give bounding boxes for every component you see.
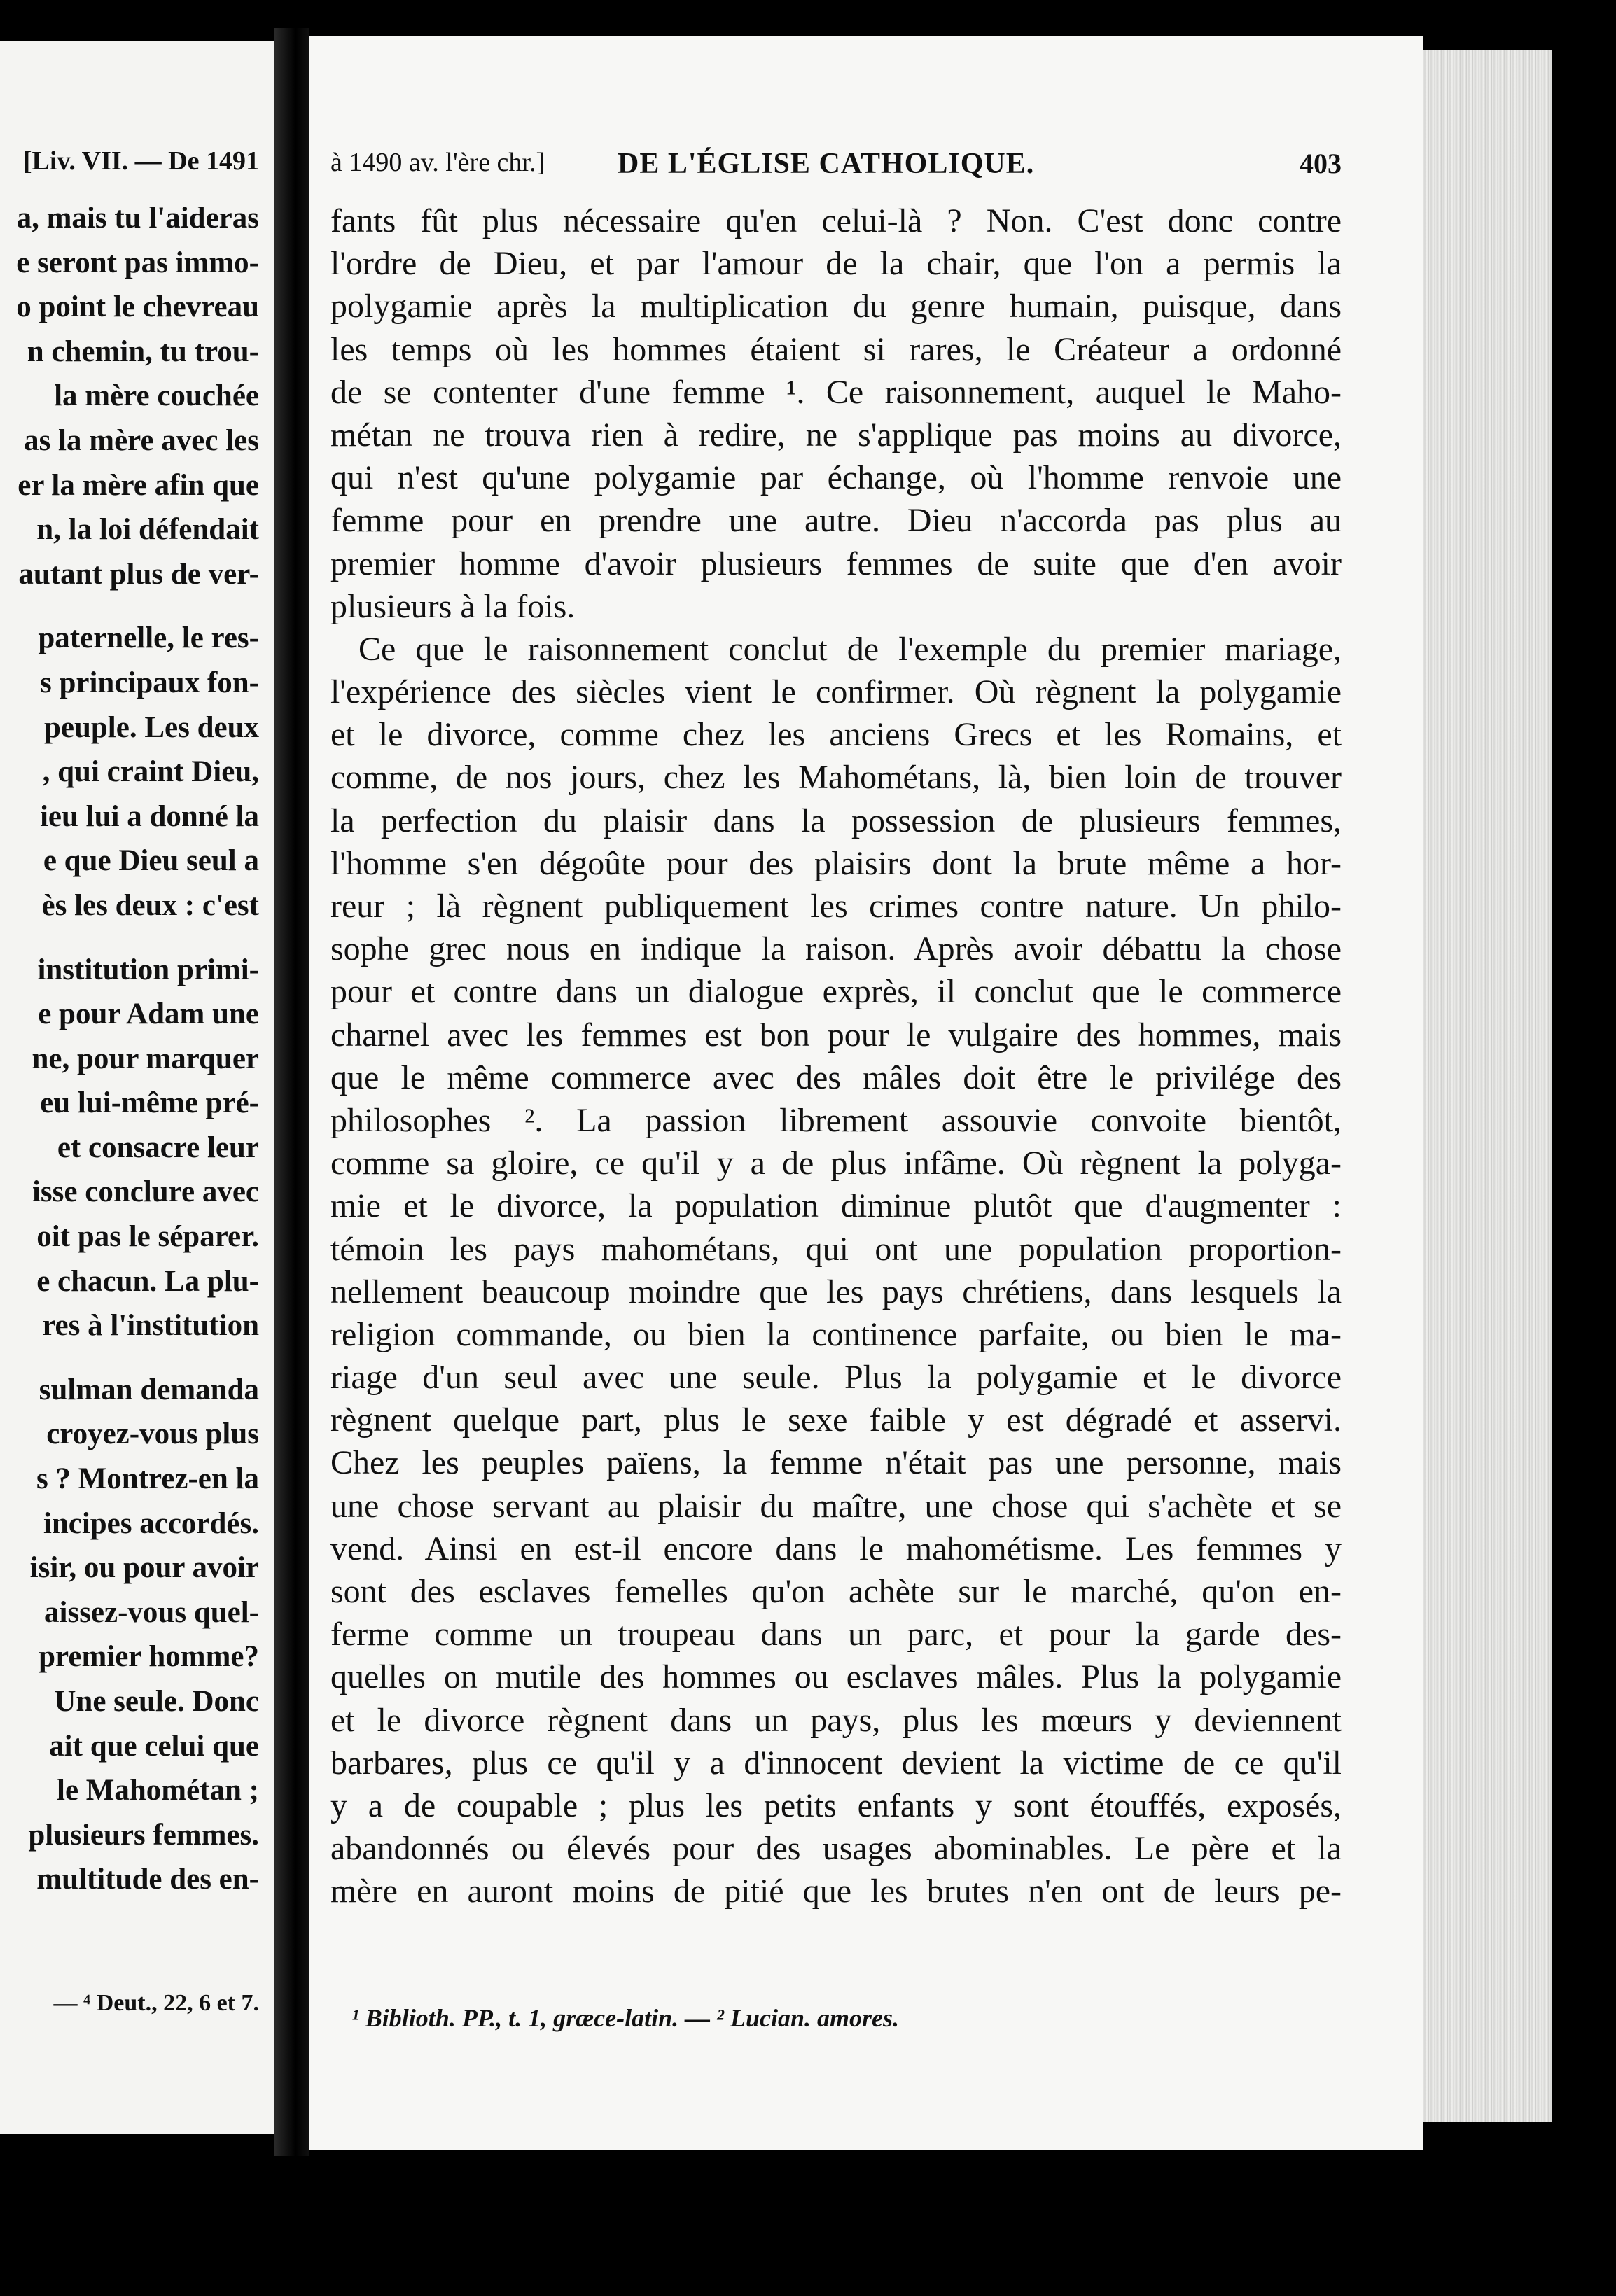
left-page-line: premier homme? [39,1640,259,1674]
left-page-line: plusieurs femmes. [28,1818,259,1851]
left-page-line: peuple. Les deux [43,710,259,744]
left-page-line: institution primi- [37,953,259,986]
text-line: religion commande, ou bien la continence parfaite, ou bien le ma- [330,1315,1342,1353]
page-edges [1423,50,1552,2122]
left-footnote: — ⁴ Deut., 22, 6 et 7. [53,1990,259,2016]
left-page-line: s principaux fon- [39,666,259,699]
left-page-line: er la mère afin que [18,468,259,502]
text-line: sophe grec nous en indique la raison. Après avoir débattu la chose [330,930,1342,968]
left-page-line: paternelle, le res- [38,622,259,655]
text-line: femme pour en prendre une autre. Dieu n'accorda pas plus au [330,502,1342,540]
left-page-line: le Mahométan ; [57,1774,259,1807]
text-line: pour et contre dans un dialogue exprès, il conclut que le commerce [330,973,1342,1011]
text-line: de se contenter d'une femme ¹. Ce raisonnement, auquel le Maho- [330,373,1342,411]
running-title: DE L'ÉGLISE CATHOLIQUE. [618,148,1035,180]
text-line: et le divorce, comme chez les anciens Grecs et les Romains, et [330,716,1342,754]
text-line: règnent quelque part, plus le sexe faible y est dégradé et asservi. [330,1401,1342,1439]
body-text [330,200,1342,1913]
left-page-line: et consacre leur [57,1130,259,1164]
left-page-line: isse conclure avec [32,1175,259,1209]
text-line: une chose servant au plaisir du maître, une chose qui s'achète et se [330,1487,1342,1525]
text-line: barbares, plus ce qu'il y a d'innocent devient la victime de ce qu'il [330,1744,1342,1782]
left-page-line: e que Dieu seul a [43,844,259,878]
left-page-line: o point le chevreau [16,290,259,324]
text-line: quelles on mutile des hommes ou esclaves mâles. Plus la polygamie [330,1658,1342,1696]
left-running-head: [Liv. VII. — De 1491 [22,146,259,176]
left-page-line: autant plus de ver- [18,557,259,591]
text-line: vend. Ainsi en est-il encore dans le mahométisme. Les femmes y [330,1530,1342,1567]
text-line: sont des esclaves femelles qu'on achète sur le marché, qu'on en- [330,1573,1342,1610]
left-page-line: eu lui-même pré- [40,1086,259,1120]
left-page-line: s ? Montrez-en la [36,1462,259,1496]
left-page-line: res à l'institution [42,1309,259,1343]
text-line: l'expérience des siècles vient le confirmer. Où règnent la polygamie [330,673,1342,711]
page-header [330,147,1342,189]
text-line: métan ne trouva rien à redire, ne s'applique pas moins au divorce, [330,416,1342,454]
left-page-line: ès les deux : c'est [41,888,259,922]
left-page-line: la mère couchée [54,379,259,413]
text-line: la perfection du plaisir dans la possession de plusieurs femmes, [330,802,1342,839]
text-line: mie et le divorce, la population diminue plutôt que d'augmenter : [330,1187,1342,1225]
left-page-line: n, la loi défendait [36,513,259,547]
text-line: charnel avec les femmes est bon pour le vulgaire des hommes, mais [330,1016,1342,1054]
running-head: à 1490 av. l'ère chr.] [330,148,545,177]
left-page-lines [16,196,259,1902]
left-page-line: a, mais tu l'aideras [16,202,259,234]
text-line: premier homme d'avoir plusieurs femmes de suite que d'en avoir [330,545,1342,582]
main-page [309,36,1423,2150]
left-page-line: ne, pour marquer [32,1042,259,1075]
text-line: l'homme s'en dégoûte pour des plaisirs dont la brute même a hor- [330,844,1342,882]
left-page-line: ieu lui a donné la [39,799,259,833]
text-line: les temps où les hommes étaient si rares, le Créateur a ordonné [330,330,1342,368]
page-number: 403 [1300,148,1342,179]
text-line: riage d'un seul avec une seule. Plus la polygamie et le divorce [330,1359,1342,1396]
text-line: comme, de nos jours, chez les Mahométans, là, bien loin de trouver [330,759,1342,797]
text-line: Chez les peuples païens, la femme n'était pas une personne, mais [330,1444,1342,1482]
left-facing-page [0,41,274,2134]
left-page-line: Une seule. Donc [54,1685,259,1718]
left-page-line: e chacun. La plu- [36,1264,259,1298]
left-page-line: aissez-vous quel- [44,1595,259,1629]
left-page-line: ait que celui que [49,1729,259,1763]
left-page-line: sulman demanda [39,1373,259,1406]
text-line: qui n'est qu'une polygamie par échange, où l'homme renvoie une [330,459,1342,497]
left-page-line: n chemin, tu trou- [27,335,259,368]
text-line: comme sa gloire, ce qu'il y a de plus infâme. Où règnent la polyga- [330,1144,1342,1182]
left-page-line: croyez-vous plus [46,1418,259,1451]
text-line: abandonnés ou élevés pour des usages abominables. Le père et la [330,1830,1342,1868]
left-page-line: , qui craint Dieu, [42,755,259,789]
left-page-line: e pour Adam une [38,997,259,1031]
text-line: reur ; là règnent publiquement les crimes contre nature. Un philo- [330,888,1342,925]
text-line: l'ordre de Dieu, et par l'amour de la chair, que l'on a permis la [330,245,1342,283]
text-line: mère en auront moins de pitié que les brutes n'en ont de leurs pe- [330,1872,1342,1910]
text-line: témoin les pays mahométans, qui ont une population proportion- [330,1230,1342,1268]
book-gutter [274,28,309,2156]
text-line: ferme comme un troupeau dans un parc, et pour la garde des- [330,1616,1342,1653]
left-page-line: oit pas le séparer. [36,1220,259,1254]
left-page-line: as la mère avec les [24,424,259,457]
text-line: y a de coupable ; plus les petits enfants y sont étouffés, exposés, [330,1786,1342,1824]
left-page-line: incipes accordés. [43,1506,259,1540]
text-line: fants fût plus nécessaire qu'en celui-là ? Non. C'est donc contre [330,202,1342,239]
text-line: plusieurs à la fois. [330,587,576,625]
text-line: nellement beaucoup moindre que les pays chrétiens, dans lesquels la [330,1273,1342,1310]
text-line: et le divorce règnent dans un pays, plus les mœurs y deviennent [330,1701,1342,1739]
left-page-line: isir, ou pour avoir [29,1551,259,1585]
left-page-line: e seront pas immo- [16,246,259,279]
left-page-line: multitude des en- [36,1863,259,1896]
text-line: Ce que le raisonnement conclut de l'exemple du premier mariage, [358,630,1342,668]
text-line: philosophes ². La passion librement assouvie convoite bientôt, [330,1101,1342,1139]
text-line: polygamie après la multiplication du genre humain, puisque, dans [330,288,1342,326]
text-line: que le même commerce avec des mâles doit être le privilége des [330,1058,1342,1096]
footnotes: ¹ Biblioth. PP., t. 1, græce-latin. — ² Lucian. amores. [351,2004,899,2032]
